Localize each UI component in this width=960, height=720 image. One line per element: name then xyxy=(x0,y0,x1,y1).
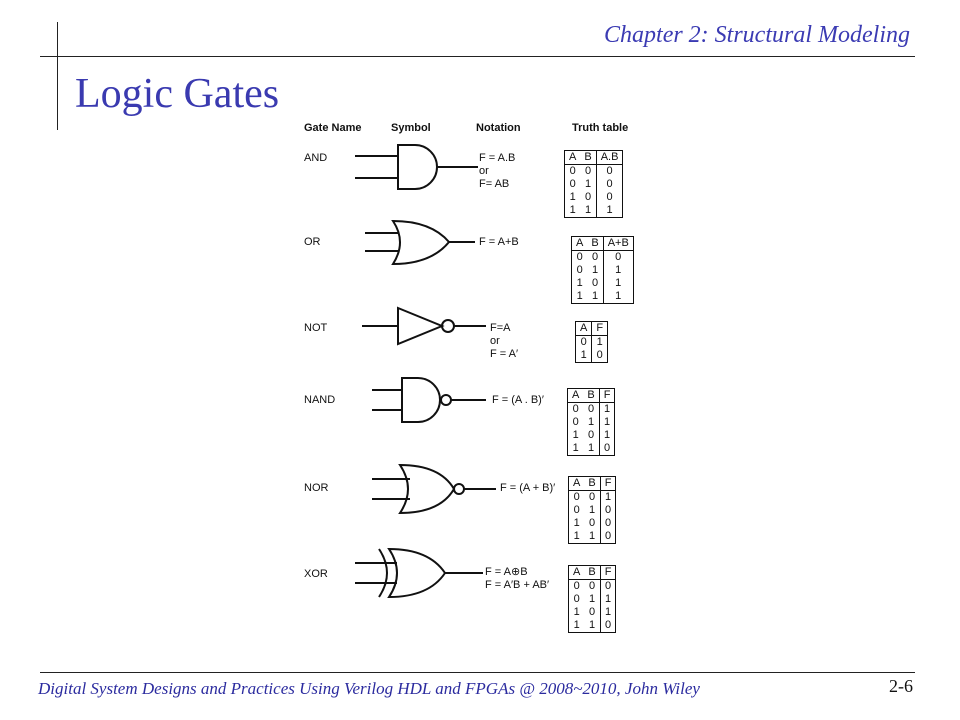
nand-gate-symbol xyxy=(370,374,490,426)
nor-gate-symbol xyxy=(370,462,500,516)
gate-name-not: NOT xyxy=(304,322,328,334)
or-gate-symbol xyxy=(363,218,478,268)
notation-xor: F = A⊕B F = A′B + AB′ xyxy=(485,566,550,591)
column-header-gate-name: Gate Name xyxy=(304,122,362,134)
column-header-notation: Notation xyxy=(476,122,521,134)
not-gate-symbol xyxy=(360,306,490,346)
gate-name-nor: NOR xyxy=(304,482,329,494)
truth-table-and: A B A.B 0 0 0 0 1 0 1 0 0 1 1 1 xyxy=(564,150,623,218)
notation-or: F = A+B xyxy=(479,236,519,248)
page-number: 2-6 xyxy=(889,676,913,696)
footer-citation: Digital System Designs and Practices Using Verilog HDL and FPGAs @ 2008~2010, John Wiley xyxy=(38,679,700,698)
vertical-rule xyxy=(57,22,58,130)
truth-table-not: A F 0 1 1 0 xyxy=(575,321,608,363)
slide-title: Logic Gates xyxy=(75,71,280,117)
column-header-symbol: Symbol xyxy=(391,122,431,134)
truth-table-xor: A B F 0 0 0 0 1 1 1 0 1 1 1 0 xyxy=(568,565,616,633)
chapter-title: Chapter 2: Structural Modeling xyxy=(604,22,910,48)
header-rule xyxy=(40,56,915,57)
gate-name-xor: XOR xyxy=(304,568,328,580)
gate-name-or: OR xyxy=(304,236,321,248)
notation-nor: F = (A + B)′ xyxy=(500,482,556,494)
xor-gate-symbol xyxy=(353,546,488,600)
and-gate-symbol xyxy=(353,140,483,194)
footer-rule xyxy=(40,672,915,673)
gate-name-and: AND xyxy=(304,152,328,164)
truth-table-nor: A B F 0 0 1 0 1 0 1 0 0 1 1 0 xyxy=(568,476,616,544)
notation-nand: F = (A . B)′ xyxy=(492,394,544,406)
column-header-truth-table: Truth table xyxy=(572,122,629,134)
notation-and: F = A.B or F= AB xyxy=(479,152,516,190)
truth-table-or: A B A+B 0 0 0 0 1 1 1 0 1 1 1 1 xyxy=(571,236,634,304)
gate-name-nand: NAND xyxy=(304,394,336,406)
truth-table-nand: A B F 0 0 1 0 1 1 1 0 1 1 1 0 xyxy=(567,388,615,456)
logic-gates-figure xyxy=(298,118,658,658)
notation-not: F=A or F = A′ xyxy=(490,322,519,360)
